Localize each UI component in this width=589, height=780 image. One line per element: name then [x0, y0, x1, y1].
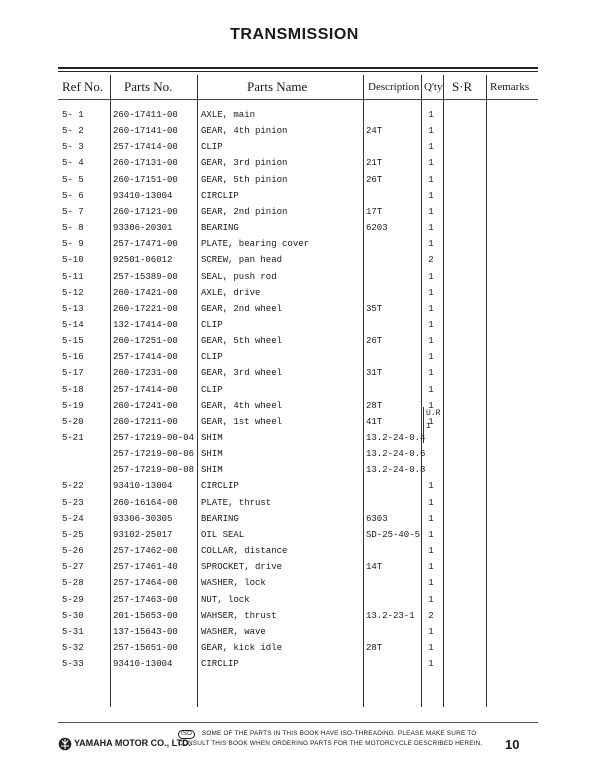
ref-no-cell: 5-25 [62, 529, 84, 540]
qty-cell: 1 [428, 271, 434, 282]
description-cell [366, 625, 424, 639]
parts-no-cell: 260-17231-00 [113, 368, 178, 379]
parts-name-cell: WAHSER, thrust [201, 610, 277, 621]
ref-no-cell: 5- 3 [62, 142, 84, 153]
table-row [0, 413, 589, 429]
table-row [0, 300, 589, 316]
table-row [0, 122, 589, 138]
table-row [0, 397, 589, 413]
parts-no-cell: 93410-13004 [113, 481, 173, 492]
table-row [0, 332, 589, 348]
parts-no-cell: 257-17414-00 [113, 142, 178, 153]
description-cell: 28T [366, 400, 383, 411]
parts-name-cell: BEARING [201, 223, 239, 234]
table-row [0, 284, 589, 300]
parts-no-cell: 257-17462-00 [113, 546, 178, 557]
description-cell: 17T [366, 206, 383, 217]
iso-note [178, 729, 498, 749]
parts-name-cell: CLIP [201, 319, 223, 330]
table-row [0, 381, 589, 397]
description-cell: 31T [366, 368, 383, 379]
qty-cell: 1 [428, 319, 434, 330]
description-cell [366, 350, 424, 364]
qty-cell: 1 [428, 158, 434, 169]
yamaha-tuning-fork-icon [58, 737, 72, 751]
description-cell [366, 270, 424, 284]
description-cell [366, 383, 424, 397]
description-cell [366, 496, 424, 510]
description-cell [366, 189, 424, 203]
parts-no-cell: 257-17464-00 [113, 578, 178, 589]
table-row [0, 639, 589, 655]
table-row [0, 655, 589, 671]
parts-name-cell: COLLAR, distance [201, 546, 288, 557]
description-cell: 13.2-24-0.6 [366, 449, 426, 460]
brand-name: YAMAHA MOTOR CO., LTD. [74, 738, 191, 748]
ref-no-cell: 5-21 [62, 433, 84, 443]
header-ref-no: Ref No. [62, 79, 104, 94]
parts-name-cell: CLIP [201, 352, 223, 363]
parts-name-cell: OIL SEAL [201, 529, 245, 540]
page-number: 10 [505, 737, 520, 752]
description-cell [366, 237, 424, 251]
table-row [0, 542, 589, 558]
table-row [0, 154, 589, 170]
ref-no-cell: 5- 4 [62, 158, 84, 169]
table-row [0, 607, 589, 623]
ref-no-cell: 5-13 [62, 303, 84, 314]
qty-cell [424, 463, 438, 477]
description-cell: 26T [366, 336, 383, 347]
table-row [0, 623, 589, 639]
qty-cell: 1 [428, 497, 434, 508]
table-row [0, 316, 589, 332]
description-cell: 6303 [366, 513, 388, 524]
table-row [0, 574, 589, 590]
ref-no-cell: 5-28 [62, 578, 84, 589]
ref-no-cell: 5-23 [62, 497, 84, 508]
table-row [0, 106, 589, 122]
ref-no-cell [62, 463, 106, 477]
shim-group-bracket [423, 407, 448, 443]
ref-no-cell: 5-19 [62, 400, 84, 411]
parts-no-cell: 93306-20301 [113, 223, 173, 234]
table-row [0, 445, 589, 461]
ref-no-cell [62, 447, 106, 461]
description-cell: 13.2-24-0.8 [366, 465, 426, 476]
ref-no-cell: 5-20 [62, 416, 84, 427]
qty-cell: 2 [428, 255, 434, 266]
parts-name-cell: CIRCLIP [201, 481, 239, 492]
description-cell: 13.2-23-1 [366, 610, 415, 621]
parts-no-cell: 260-16164-00 [113, 497, 178, 508]
parts-name-cell: PLATE, bearing cover [201, 239, 310, 250]
parts-name-cell: GEAR, 4th wheel [201, 400, 283, 411]
header-parts-no: Parts No. [124, 79, 173, 94]
description-cell [366, 576, 424, 590]
parts-no-cell: 257-15651-00 [113, 642, 178, 653]
parts-no-cell: 257-17219-00-08 [113, 465, 195, 476]
parts-no-cell: 257-15389-00 [113, 271, 178, 282]
qty-cell: 1 [428, 642, 434, 653]
qty-cell: 1 [428, 239, 434, 250]
qty-cell: 1 [428, 368, 434, 379]
description-cell: 21T [366, 158, 383, 169]
header-sr: S·R [452, 79, 473, 94]
parts-no-cell: 93102-25017 [113, 529, 173, 540]
ref-no-cell: 5-14 [62, 319, 84, 330]
table-row [0, 510, 589, 526]
qty-cell: 1 [428, 336, 434, 347]
parts-no-cell: 260-17411-00 [113, 110, 178, 120]
iso-note-line2: CONSULT THIS BOOK WHEN ORDERING PARTS FOR THE MOTORCYCLE DESCRIBED HEREIN. [178, 740, 483, 747]
parts-name-cell: SEAL, push rod [201, 271, 277, 282]
parts-name-cell: PLATE, thrust [201, 497, 272, 508]
table-row [0, 219, 589, 235]
qty-cell: 1 [428, 546, 434, 557]
table-row [0, 429, 589, 445]
parts-no-cell: 93410-13004 [113, 659, 173, 670]
parts-name-cell: WASHER, wave [201, 626, 266, 637]
ref-no-cell: 5-26 [62, 546, 84, 557]
qty-cell: 1 [428, 287, 434, 298]
parts-no-cell: 201-15653-00 [113, 610, 178, 621]
ref-no-cell: 5- 5 [62, 174, 84, 185]
table-row [0, 138, 589, 154]
table-row [0, 187, 589, 203]
qty-cell: 1 [428, 223, 434, 234]
qty-cell: 2 [428, 610, 434, 621]
qty-cell: 1 [428, 416, 434, 427]
qty-cell: 1 [428, 303, 434, 314]
parts-name-cell: AXLE, main [201, 110, 256, 120]
description-cell: 28T [366, 642, 383, 653]
qty-cell: 1 [428, 513, 434, 524]
table-row [0, 558, 589, 574]
description-cell [366, 544, 424, 558]
table-row [0, 364, 589, 380]
header-qty: Q'ty [424, 81, 443, 93]
parts-no-cell: 257-17414-00 [113, 352, 178, 363]
parts-name-cell: CIRCLIP [201, 190, 239, 201]
qty-cell: 1 [428, 352, 434, 363]
parts-no-cell: 257-17219-00-06 [113, 449, 195, 460]
description-cell [366, 657, 424, 671]
qty-cell: 1 [428, 206, 434, 217]
description-cell: SD-25-40-5 [366, 529, 421, 540]
ref-no-cell: 5-10 [62, 255, 84, 266]
parts-no-cell: 260-17141-00 [113, 126, 178, 137]
qty-cell: 1 [428, 384, 434, 395]
ref-no-cell: 5- 1 [62, 110, 84, 120]
parts-name-cell: GEAR, 1st wheel [201, 416, 283, 427]
ref-no-cell: 5-15 [62, 336, 84, 347]
footer-rule [58, 722, 538, 723]
description-cell [366, 140, 424, 154]
qty-cell [424, 447, 438, 461]
parts-name-cell: BEARING [201, 513, 239, 524]
table-row [0, 494, 589, 510]
parts-no-cell: 93410-13004 [113, 190, 173, 201]
parts-no-cell: 92501-06012 [113, 255, 173, 266]
parts-no-cell: 260-17211-00 [113, 416, 178, 427]
description-cell [366, 253, 424, 267]
parts-no-cell: 260-17221-00 [113, 303, 178, 314]
iso-icon: ISO [178, 730, 195, 739]
ref-no-cell: 5- 7 [62, 206, 84, 217]
parts-name-cell: GEAR, 4th pinion [201, 126, 288, 137]
ref-no-cell: 5-11 [62, 271, 84, 282]
parts-no-cell: 257-17463-00 [113, 594, 178, 605]
table-row [0, 477, 589, 493]
description-cell: 14T [366, 562, 383, 573]
ref-no-cell: 5-29 [62, 594, 84, 605]
header-description: Description [368, 81, 420, 93]
qty-cell: 1 [428, 110, 434, 120]
description-cell: 13.2-24-0.4 [366, 433, 426, 443]
parts-no-cell: 260-17251-00 [113, 336, 178, 347]
qty-cell: 1 [428, 481, 434, 492]
qty-cell: 1 [428, 659, 434, 670]
parts-no-cell: 260-17121-00 [113, 206, 178, 217]
parts-name-cell: GEAR, 2nd wheel [201, 303, 283, 314]
ref-no-cell: 5-24 [62, 513, 84, 524]
shim-group-qty: 1 [426, 422, 431, 431]
description-cell [366, 108, 424, 122]
ref-no-cell: 5-31 [62, 626, 84, 637]
description-cell [366, 318, 424, 332]
parts-name-cell: SHIM [201, 449, 223, 460]
qty-cell: 1 [428, 126, 434, 137]
table-row [0, 348, 589, 364]
description-cell: 6203 [366, 223, 388, 234]
table-row [0, 591, 589, 607]
parts-name-cell: SPROCKET, drive [201, 562, 283, 573]
iso-note-line1: : SOME OF THE PARTS IN THIS BOOK HAVE ISO-THREADING. PLEASE MAKE SURE TO [197, 730, 477, 737]
parts-name-cell: GEAR, kick idle [201, 642, 283, 653]
ref-no-cell: 5- 9 [62, 239, 84, 250]
qty-cell: 1 [428, 190, 434, 201]
table-row [0, 235, 589, 251]
parts-name-cell: GEAR, 5th wheel [201, 336, 283, 347]
qty-cell: 1 [428, 578, 434, 589]
table-row [0, 526, 589, 542]
qty-cell: 1 [428, 626, 434, 637]
parts-no-cell: 260-17151-00 [113, 174, 178, 185]
ref-no-cell: 5-32 [62, 642, 84, 653]
ref-no-cell: 5-18 [62, 384, 84, 395]
table-row [0, 461, 589, 477]
ref-no-cell: 5-27 [62, 562, 84, 573]
shim-group-label: U.R [426, 409, 441, 418]
description-cell: 24T [366, 126, 383, 137]
parts-name-cell: AXLE, drive [201, 287, 261, 298]
parts-no-cell: 257-17414-00 [113, 384, 178, 395]
yamaha-logo [58, 736, 191, 750]
page-title: TRANSMISSION [230, 26, 359, 43]
header-parts-name: Parts Name [247, 79, 308, 94]
ref-no-cell: 5-12 [62, 287, 84, 298]
parts-no-cell: 260-17421-00 [113, 287, 178, 298]
parts-name-cell: WASHER, lock [201, 578, 266, 589]
table-row [0, 203, 589, 219]
qty-cell: 1 [428, 594, 434, 605]
parts-name-cell: GEAR, 3rd wheel [201, 368, 283, 379]
parts-name-cell: SHIM [201, 465, 223, 476]
parts-no-cell: 93306-30305 [113, 513, 173, 524]
description-cell [366, 593, 424, 607]
parts-no-cell: 137-15643-00 [113, 626, 178, 637]
qty-cell: 1 [428, 529, 434, 540]
ref-no-cell: 5-33 [62, 659, 84, 670]
ref-no-cell: 5-30 [62, 610, 84, 621]
parts-name-cell: GEAR, 5th pinion [201, 174, 288, 185]
ref-no-cell: 5- 8 [62, 223, 84, 234]
header-remarks: Remarks [490, 81, 530, 93]
parts-no-cell: 132-17414-00 [113, 319, 178, 330]
qty-cell: 1 [428, 400, 434, 411]
parts-no-cell: 257-17471-00 [113, 239, 178, 250]
parts-name-cell: GEAR, 3rd pinion [201, 158, 288, 169]
qty-cell: 1 [428, 562, 434, 573]
parts-name-cell: SCREW, pan head [201, 255, 283, 266]
description-cell [366, 286, 424, 300]
parts-no-cell: 260-17131-00 [113, 158, 178, 169]
qty-cell: 1 [428, 142, 434, 153]
qty-cell: 1 [428, 174, 434, 185]
parts-name-cell: GEAR, 2nd pinion [201, 206, 288, 217]
description-cell [366, 479, 424, 493]
description-cell: 41T [366, 416, 383, 427]
ref-no-cell: 5- 2 [62, 126, 84, 137]
description-cell: 26T [366, 174, 383, 185]
parts-name-cell: NUT, lock [201, 594, 250, 605]
parts-name-cell: CIRCLIP [201, 659, 239, 670]
description-cell: 35T [366, 303, 383, 314]
ref-no-cell: 5-22 [62, 481, 84, 492]
parts-name-cell: CLIP [201, 142, 223, 153]
parts-no-cell: 260-17241-00 [113, 400, 178, 411]
parts-no-cell: 257-17461-40 [113, 562, 178, 573]
ref-no-cell: 5-16 [62, 352, 84, 363]
parts-name-cell: CLIP [201, 384, 223, 395]
table-row [0, 171, 589, 187]
table-row [0, 251, 589, 267]
table-row [0, 268, 589, 284]
ref-no-cell: 5- 6 [62, 190, 84, 201]
parts-name-cell: SHIM [201, 433, 223, 443]
parts-no-cell: 257-17219-00-04 [113, 433, 195, 443]
ref-no-cell: 5-17 [62, 368, 84, 379]
